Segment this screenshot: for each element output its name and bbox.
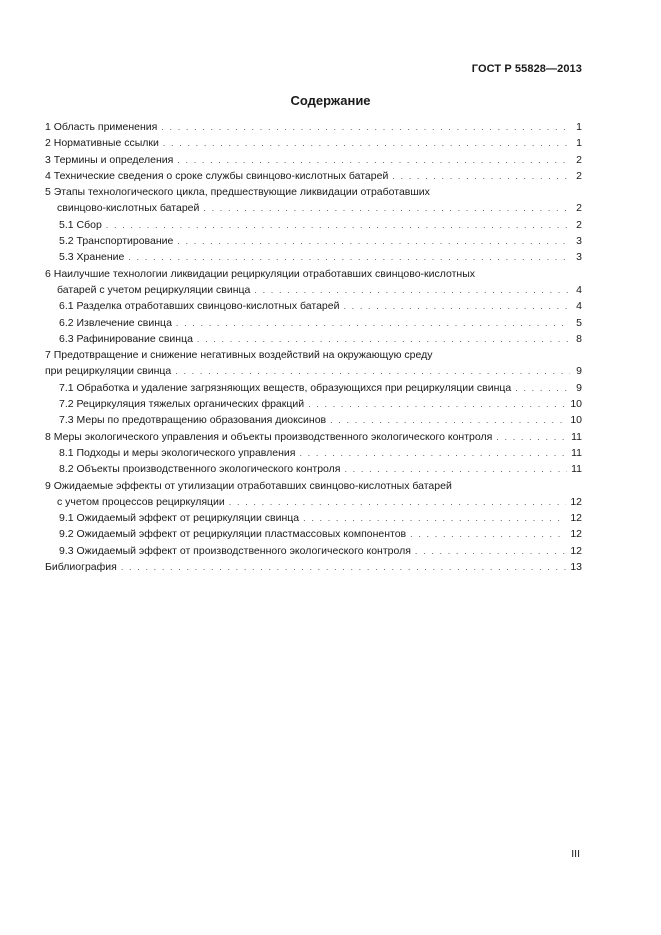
toc-entry-page: 10	[570, 398, 582, 411]
toc-entry-text-continued: батарей с учетом рециркуляции свинца	[57, 283, 251, 296]
toc-entry[interactable]	[45, 380, 582, 396]
table-of-contents	[45, 119, 582, 575]
toc-entry-text: 3 Термины и определения	[45, 153, 174, 166]
toc-entry-page: 5	[576, 316, 582, 329]
toc-entry-page: 11	[571, 446, 582, 459]
toc-entry[interactable]	[45, 412, 582, 428]
toc-entry-text: Библиография	[45, 561, 117, 574]
toc-entry[interactable]	[45, 510, 582, 526]
toc-entry-text: 9.3 Ожидаемый эффект от производственного экологического контроля	[59, 544, 411, 557]
toc-entry[interactable]	[45, 559, 582, 575]
toc-entry[interactable]	[45, 331, 582, 347]
toc-entry-page: 2	[576, 218, 582, 231]
toc-entry-page: 1	[576, 137, 582, 150]
toc-entry-text: 7.1 Обработка и удаление загрязняющих веществ, образующихся при рециркуляции свинца	[59, 381, 512, 394]
toc-entry-page: 4	[576, 283, 582, 296]
toc-entry-page: 11	[571, 463, 582, 476]
toc-entry-page: 2	[576, 169, 582, 182]
toc-entry[interactable]	[45, 184, 582, 217]
toc-entry-text: 8 Меры экологического управления и объекты производственного экологического контроля	[45, 430, 493, 443]
toc-entry[interactable]	[45, 168, 582, 184]
dot-leader	[496, 429, 567, 445]
toc-entry-page: 12	[570, 528, 582, 541]
dot-leader	[515, 380, 570, 396]
toc-entry-page: 9	[576, 381, 582, 394]
toc-entry-page: 1	[576, 121, 582, 133]
toc-title: Содержание	[290, 93, 371, 108]
dot-leader	[392, 168, 570, 184]
toc-entry-text: 8.1 Подходы и меры экологического управления	[59, 446, 296, 459]
toc-entry[interactable]	[45, 233, 582, 249]
toc-entry-page: 12	[570, 544, 582, 557]
toc-entry[interactable]	[45, 315, 582, 331]
toc-entry-text: 8.2 Объекты производственного экологического контроля	[59, 463, 341, 476]
toc-entry-text: 9 Ожидаемые эффекты от утилизации отработавших свинцово-кислотных батарей	[45, 479, 452, 492]
toc-entry[interactable]	[45, 543, 582, 559]
toc-entry[interactable]	[45, 526, 582, 542]
dot-leader	[410, 526, 566, 542]
toc-entry-text-continued: с учетом процессов рециркуляции	[57, 495, 225, 508]
dot-leader	[177, 233, 570, 249]
toc-entry-page: 8	[576, 332, 582, 345]
dot-leader	[197, 331, 570, 347]
toc-entry-text: 7.3 Меры по предотвращению образования диоксинов	[59, 414, 327, 427]
toc-entry[interactable]	[45, 119, 582, 135]
toc-entry[interactable]	[45, 217, 582, 233]
dot-leader	[308, 396, 566, 412]
toc-entry-page: 9	[576, 365, 582, 378]
toc-entry[interactable]	[45, 429, 582, 445]
toc-entry-text: 6 Наилучшие технологии ликвидации рециркуляции отработавших свинцово-кислотных	[45, 267, 475, 280]
toc-entry[interactable]	[45, 445, 582, 461]
toc-entry[interactable]	[45, 266, 582, 299]
toc-entry-page: 2	[576, 202, 582, 215]
toc-entry[interactable]	[45, 135, 582, 151]
dot-leader	[254, 282, 570, 298]
toc-entry-page: 2	[576, 153, 582, 166]
toc-entry-page: 10	[570, 414, 582, 427]
toc-entry-text: 5.3 Хранение	[59, 251, 125, 264]
toc-entry-page: 13	[570, 561, 582, 574]
toc-entry-text: 7.2 Рециркуляция тяжелых органических фракций	[59, 398, 305, 411]
dot-leader	[344, 461, 567, 477]
dot-leader	[176, 315, 570, 331]
toc-entry-page: 4	[576, 300, 582, 313]
toc-entry-text: 1 Область применения	[45, 121, 158, 133]
dot-leader	[128, 249, 570, 265]
toc-entry-page: 3	[576, 235, 582, 248]
toc-entry-page: 3	[576, 251, 582, 264]
dot-leader	[303, 510, 566, 526]
toc-entry[interactable]	[45, 249, 582, 265]
toc-entry-page: 12	[570, 512, 582, 525]
toc-entry[interactable]	[45, 461, 582, 477]
page-number: III	[571, 848, 580, 860]
toc-entry[interactable]	[45, 152, 582, 168]
toc-entry-text: 9.2 Ожидаемый эффект от рециркуляции пластмассовых компонентов	[59, 528, 407, 541]
dot-leader	[229, 494, 567, 510]
dot-leader	[177, 152, 570, 168]
toc-entry-text: 5.2 Транспортирование	[59, 235, 174, 248]
toc-entry[interactable]	[45, 347, 582, 380]
dot-leader	[121, 559, 566, 575]
toc-entry-page: 12	[570, 495, 582, 508]
dot-leader	[299, 445, 567, 461]
toc-entry-text: 9.1 Ожидаемый эффект от рециркуляции свинца	[59, 512, 300, 525]
toc-entry-text-continued: свинцово-кислотных батарей	[57, 202, 200, 215]
toc-entry-text: 2 Нормативные ссылки	[45, 137, 159, 150]
toc-entry-text: 7 Предотвращение и снижение негативных воздействий на окружающую среду	[45, 349, 433, 362]
toc-entry-text: 5.1 Сбор	[59, 218, 102, 231]
toc-entry-text: 4 Технические сведения о сроке службы свинцово-кислотных батарей	[45, 169, 389, 182]
dot-leader	[106, 217, 570, 233]
toc-entry[interactable]	[45, 478, 582, 511]
dot-leader	[175, 363, 570, 379]
toc-entry-text: 6.3 Рафинирование свинца	[59, 332, 193, 345]
toc-entry-text: 5 Этапы технологического цикла, предшествующие ликвидации отработавших	[45, 186, 430, 199]
toc-entry-page: 11	[571, 430, 582, 443]
dot-leader	[203, 200, 570, 216]
toc-entry-text: 6.2 Извлечение свинца	[59, 316, 172, 329]
toc-entry[interactable]	[45, 396, 582, 412]
document-code: ГОСТ Р 55828—2013	[471, 63, 582, 75]
dot-leader	[163, 135, 570, 151]
toc-entry[interactable]	[45, 298, 582, 314]
toc-entry-text-continued: при рециркуляции свинца	[45, 365, 172, 378]
dot-leader	[161, 119, 570, 135]
dot-leader	[343, 298, 570, 314]
dot-leader	[415, 543, 566, 559]
toc-entry-text: 6.1 Разделка отработавших свинцово-кислотных батарей	[59, 300, 340, 313]
dot-leader	[330, 412, 566, 428]
